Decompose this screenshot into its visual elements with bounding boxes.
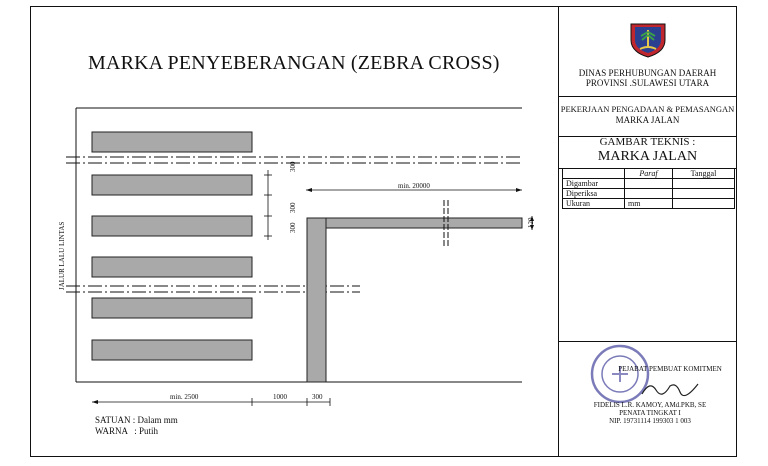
col-tanggal: Tanggal <box>672 169 734 179</box>
row-digambar: Digambar <box>563 179 625 189</box>
dim-stripe-width-2: 300 <box>289 222 297 233</box>
col-paraf: Paraf <box>625 169 673 179</box>
zebra-stripe <box>92 257 252 277</box>
provincial-emblem-icon <box>627 18 669 58</box>
sign-name: FIDELIS L.R. KAMOY, AMd.PKB, SE <box>593 401 707 409</box>
dim-bottom-3: 300 <box>312 393 323 401</box>
note-color: WARNA : Putih <box>95 426 159 436</box>
row-ukuran: Ukuran <box>563 199 625 209</box>
drawing-name: MARKA JALAN <box>597 149 698 164</box>
agency-line1: DINAS PERHUBUNGAN DAERAH <box>578 68 717 78</box>
drawing-label: GAMBAR TEKNIS : <box>599 136 696 148</box>
dim-min-length: min. 20000 <box>398 182 430 190</box>
note-unit: SATUAN : Dalam mm <box>95 415 178 425</box>
dim-bottom-2: 1000 <box>273 393 287 401</box>
zebra-cross-diagram <box>40 100 540 445</box>
dim-gap: 300 <box>289 202 297 213</box>
zebra-stripe <box>92 132 252 152</box>
stop-line <box>307 218 522 382</box>
zebra-stripe <box>92 340 252 360</box>
sign-rank: PENATA TINGKAT I <box>619 409 681 417</box>
stop-line-arm <box>326 218 522 228</box>
ukuran-value: mm <box>625 199 673 209</box>
row-diperiksa: Diperiksa <box>563 189 625 199</box>
agency-line2: PROVINSI .SULAWESI UTARA <box>585 78 710 88</box>
sign-nip: NIP. 19731114 199303 1 003 <box>609 417 691 425</box>
dim-stripe-width: 300 <box>289 161 297 172</box>
project-line1: PEKERJAAN PENGADAAN & PEMASANGAN <box>560 104 735 114</box>
lane-label: JALUR LALU LINTAS <box>58 221 66 290</box>
project-line2: MARKA JALAN <box>615 115 680 125</box>
signature-icon <box>640 376 700 400</box>
sign-role: PEJABAT PEMBUAT KOMITMEN <box>618 365 722 373</box>
dim-line-width: 120 <box>527 217 535 228</box>
dim-bottom-1: min. 2500 <box>170 393 199 401</box>
approval-table <box>562 168 735 209</box>
zebra-stripe <box>92 298 252 318</box>
zebra-stripe <box>92 216 252 236</box>
zebra-stripe <box>92 175 252 195</box>
drawing-title: MARKA PENYEBERANGAN (ZEBRA CROSS) <box>88 52 500 74</box>
